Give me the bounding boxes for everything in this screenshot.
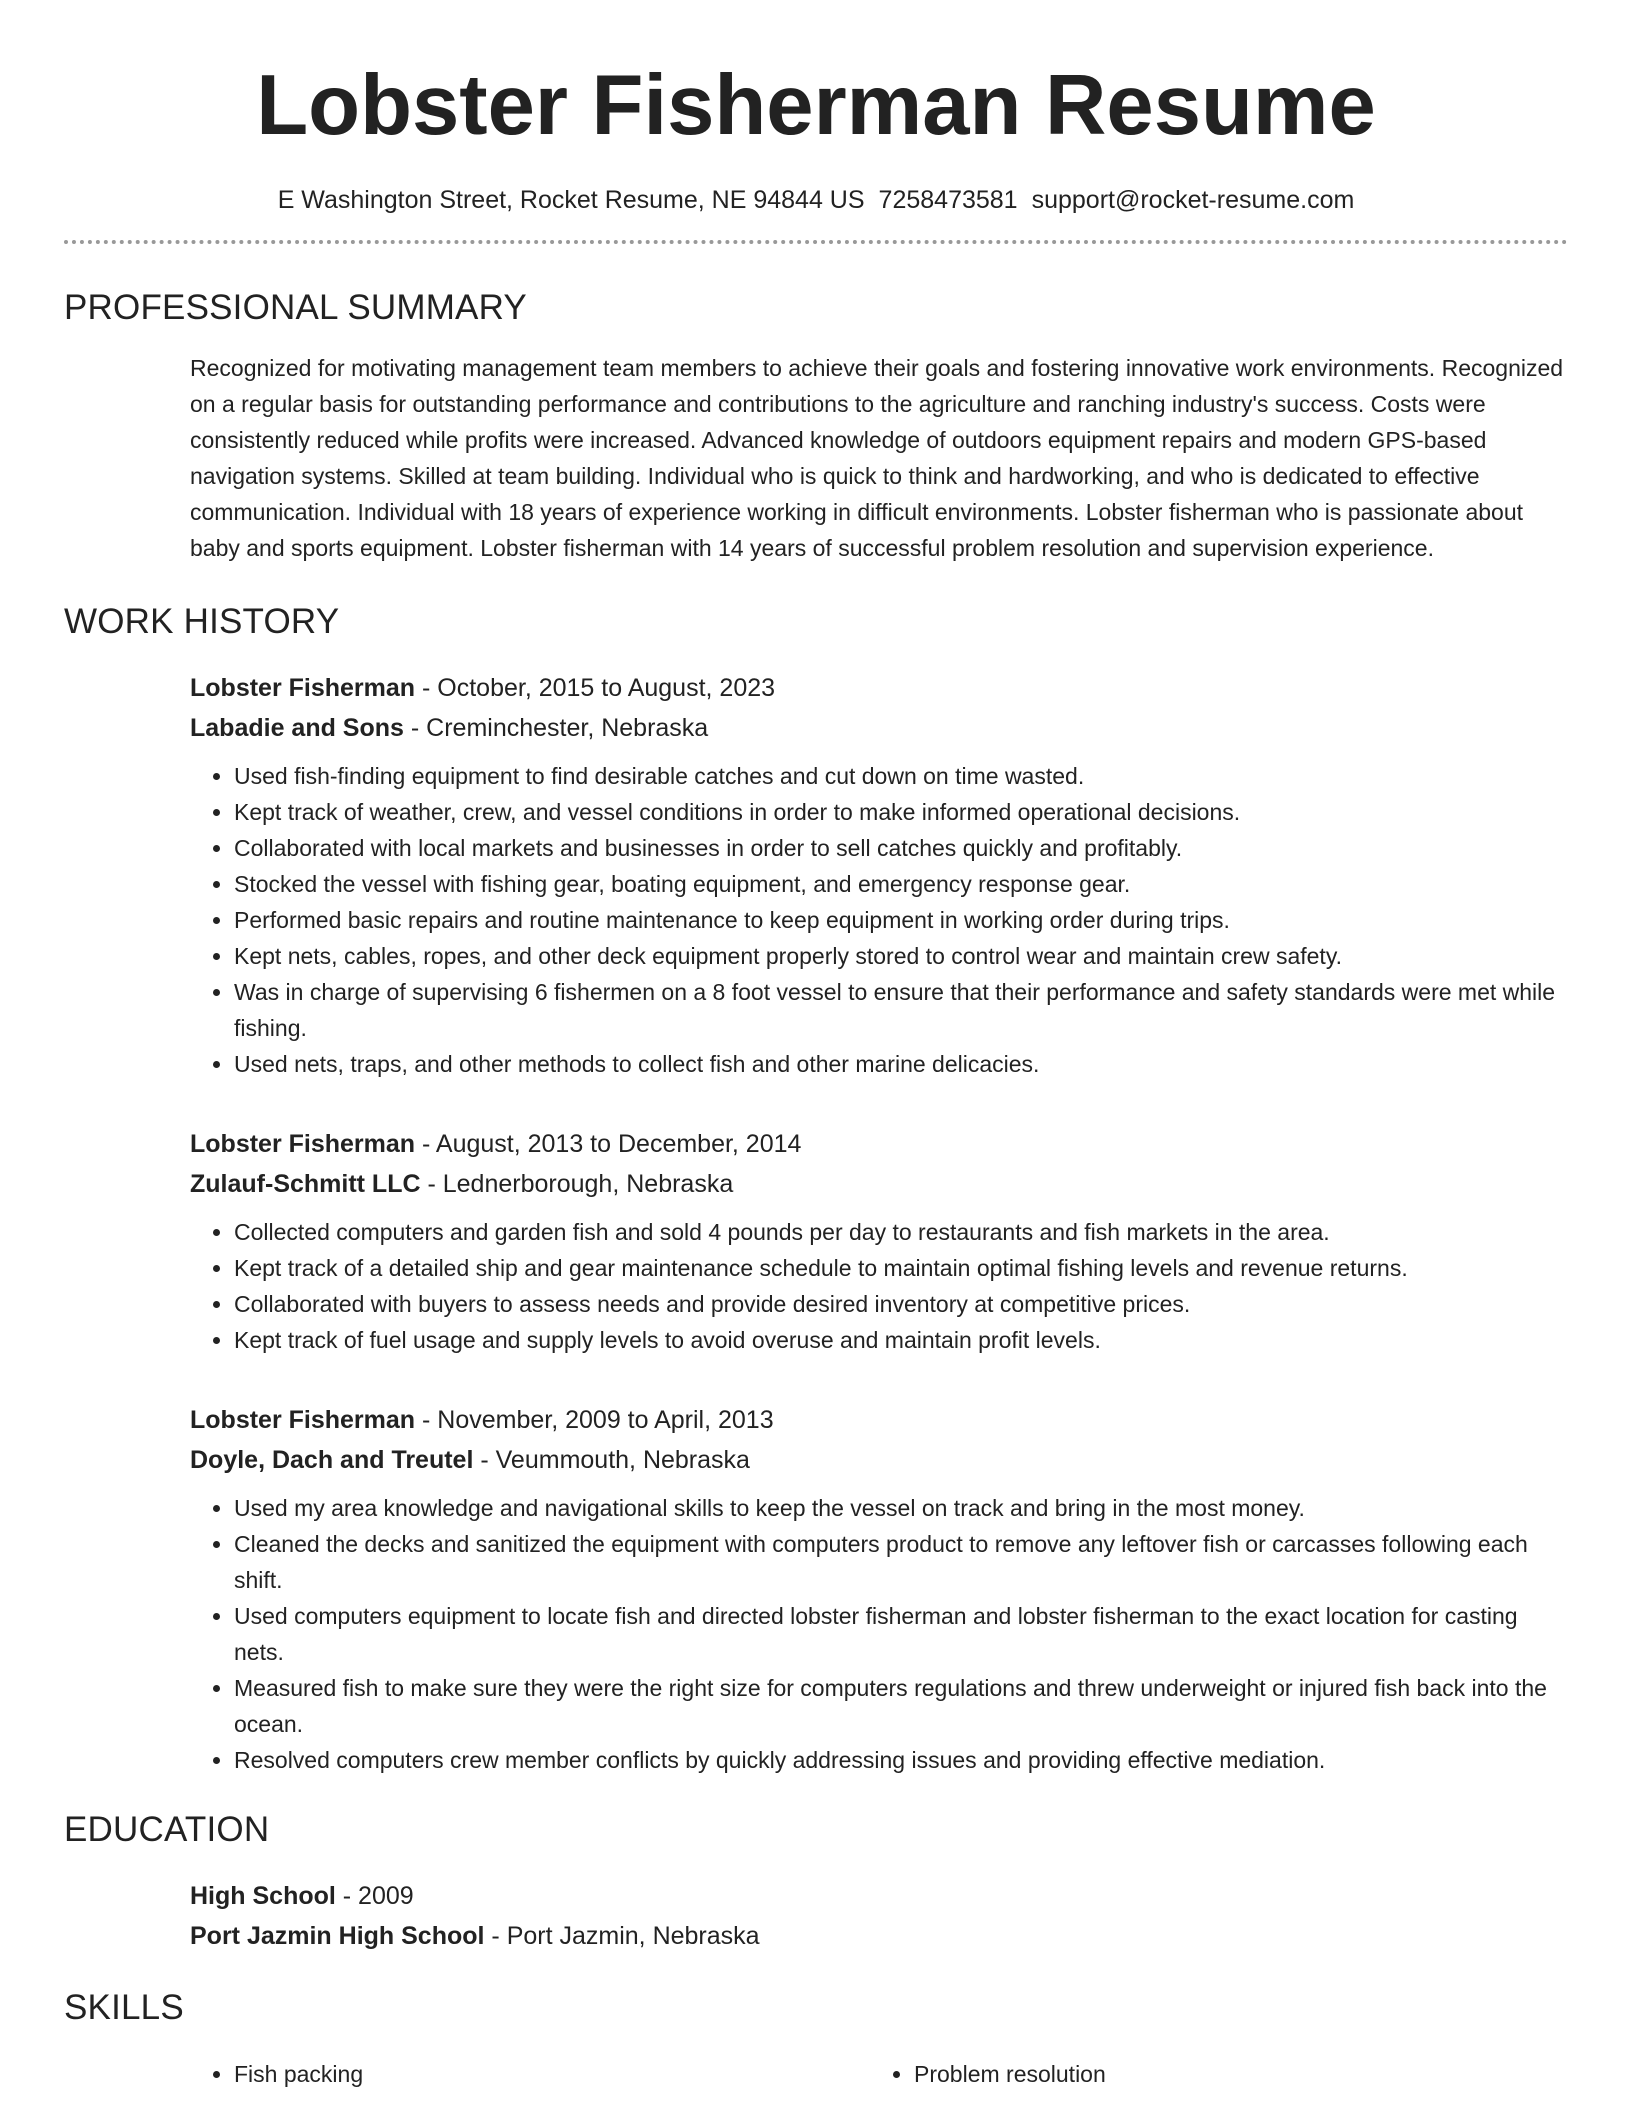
job-title-line xyxy=(190,1124,1568,1164)
job-title: Lobster Fisherman xyxy=(190,674,416,702)
duty-item: • Stocked the vessel with fishing gear, boating equipment, and emergency response gear. xyxy=(234,866,1568,902)
skills-column-right xyxy=(870,2056,1550,2092)
duty-item: • Used computers equipment to locate fish and directed lobster fisherman and lobster fisherman to the exact location for casting nets. xyxy=(234,1598,1568,1670)
contact-line xyxy=(64,184,1568,216)
education-heading: EDUCATION xyxy=(64,1810,270,1849)
skills-grid xyxy=(190,2056,1568,2092)
duty-item: • Kept nets, cables, ropes, and other deck equipment properly stored to control wear and maintain crew safety. xyxy=(234,938,1568,974)
job-title-line xyxy=(190,1400,1568,1440)
job-duties xyxy=(190,758,1568,1082)
job-entry xyxy=(190,668,1568,1082)
duty-item: • Kept track of weather, crew, and vessel conditions in order to make informed operational decisions. xyxy=(234,794,1568,830)
work-history-section xyxy=(64,600,1568,1778)
degree-line xyxy=(190,1876,1568,1916)
skill-item: • Problem resolution xyxy=(914,2056,1550,2092)
summary-text: Recognized for motivating management team members to achieve their goals and fostering innovative work environments. Recognized on a regular basis for outstanding performance and contributions to the agriculture and ranching industry's success. Costs were consistently reduced while profits were increased. Advanced knowledge of outdoors equipment repairs and modern GPS-based navigation systems. Skilled at team building. Individual who is quick to think and hardworking, and who is dedicated to effective communication. Individual with 18 years of experience working in difficult environments. Lobster fisherman who is passionate about baby and sports equipment. Lobster fisherman with 14 years of successful problem resolution and supervision experience. xyxy=(190,355,1564,561)
job-location: - Lednerborough, Nebraska xyxy=(420,1170,734,1198)
job-title: Lobster Fisherman xyxy=(190,1406,416,1434)
job-entry xyxy=(190,1124,1568,1358)
job-entry xyxy=(190,1400,1568,1778)
school-location: - Port Jazmin, Nebraska xyxy=(484,1922,760,1950)
job-company-line xyxy=(190,708,1568,748)
job-company: Doyle, Dach and Treutel xyxy=(190,1446,474,1474)
duty-item: • Collected computers and garden fish and sold 4 pounds per day to restaurants and fish markets in the area. xyxy=(234,1214,1568,1250)
job-company-line xyxy=(190,1164,1568,1204)
graduation-year: - 2009 xyxy=(335,1882,414,1910)
duty-item: • Performed basic repairs and routine maintenance to keep equipment in working order during trips. xyxy=(234,902,1568,938)
job-location: - Veummouth, Nebraska xyxy=(473,1446,750,1474)
header-divider xyxy=(64,240,1568,244)
school-line xyxy=(190,1916,1568,1956)
duty-item: • Measured fish to make sure they were the right size for computers regulations and threw underweight or injured fish back into the ocean. xyxy=(234,1670,1568,1742)
duty-item: • Cleaned the decks and sanitized the equipment with computers product to remove any leftover fish or carcasses following each shift. xyxy=(234,1526,1568,1598)
page-title: Lobster Fisherman Resume xyxy=(256,58,1376,153)
duty-item: • Kept track of a detailed ship and gear maintenance schedule to maintain optimal fishing levels and revenue returns. xyxy=(234,1250,1568,1286)
job-dates: - November, 2009 to April, 2013 xyxy=(415,1406,774,1434)
skills-section xyxy=(64,1986,1568,2092)
duty-item: • Used nets, traps, and other methods to collect fish and other marine delicacies. xyxy=(234,1046,1568,1082)
phone-text: 7258473581 xyxy=(878,186,1018,214)
skills-heading: SKILLS xyxy=(64,1988,184,2027)
job-company-line xyxy=(190,1440,1568,1480)
education-entry xyxy=(190,1876,1568,1956)
job-dates: - October, 2015 to August, 2023 xyxy=(415,674,776,702)
duty-item: • Kept track of fuel usage and supply levels to avoid overuse and maintain profit levels. xyxy=(234,1322,1568,1358)
summary-section xyxy=(64,286,1568,566)
duty-item: • Collaborated with local markets and businesses in order to sell catches quickly and profitably. xyxy=(234,830,1568,866)
summary-heading: PROFESSIONAL SUMMARY xyxy=(64,288,527,327)
skills-column-left xyxy=(190,2056,870,2092)
job-dates: - August, 2013 to December, 2014 xyxy=(415,1130,802,1158)
job-duties xyxy=(190,1214,1568,1358)
duty-item: • Resolved computers crew member conflicts by quickly addressing issues and providing effective mediation. xyxy=(234,1742,1568,1778)
job-title-line xyxy=(190,668,1568,708)
job-duties xyxy=(190,1490,1568,1778)
school-name: Port Jazmin High School xyxy=(190,1922,485,1950)
education-section xyxy=(64,1808,1568,1956)
skill-item: • Fish packing xyxy=(234,2056,870,2092)
duty-item: • Was in charge of supervising 6 fishermen on a 8 foot vessel to ensure that their performance and safety standards were met while fishing. xyxy=(234,974,1568,1046)
duty-item: • Collaborated with buyers to assess needs and provide desired inventory at competitive prices. xyxy=(234,1286,1568,1322)
job-company: Zulauf-Schmitt LLC xyxy=(190,1170,421,1198)
job-company: Labadie and Sons xyxy=(190,714,404,742)
work-history-heading: WORK HISTORY xyxy=(64,602,340,641)
address-text: E Washington Street, Rocket Resume, NE 94844 US xyxy=(277,186,865,214)
job-title: Lobster Fisherman xyxy=(190,1130,416,1158)
degree: High School xyxy=(190,1882,336,1910)
job-location: - Creminchester, Nebraska xyxy=(403,714,709,742)
duty-item: • Used my area knowledge and navigational skills to keep the vessel on track and bring in the most money. xyxy=(234,1490,1568,1526)
duty-item: • Used fish-finding equipment to find desirable catches and cut down on time wasted. xyxy=(234,758,1568,794)
email-text: support@rocket-resume.com xyxy=(1031,186,1355,214)
